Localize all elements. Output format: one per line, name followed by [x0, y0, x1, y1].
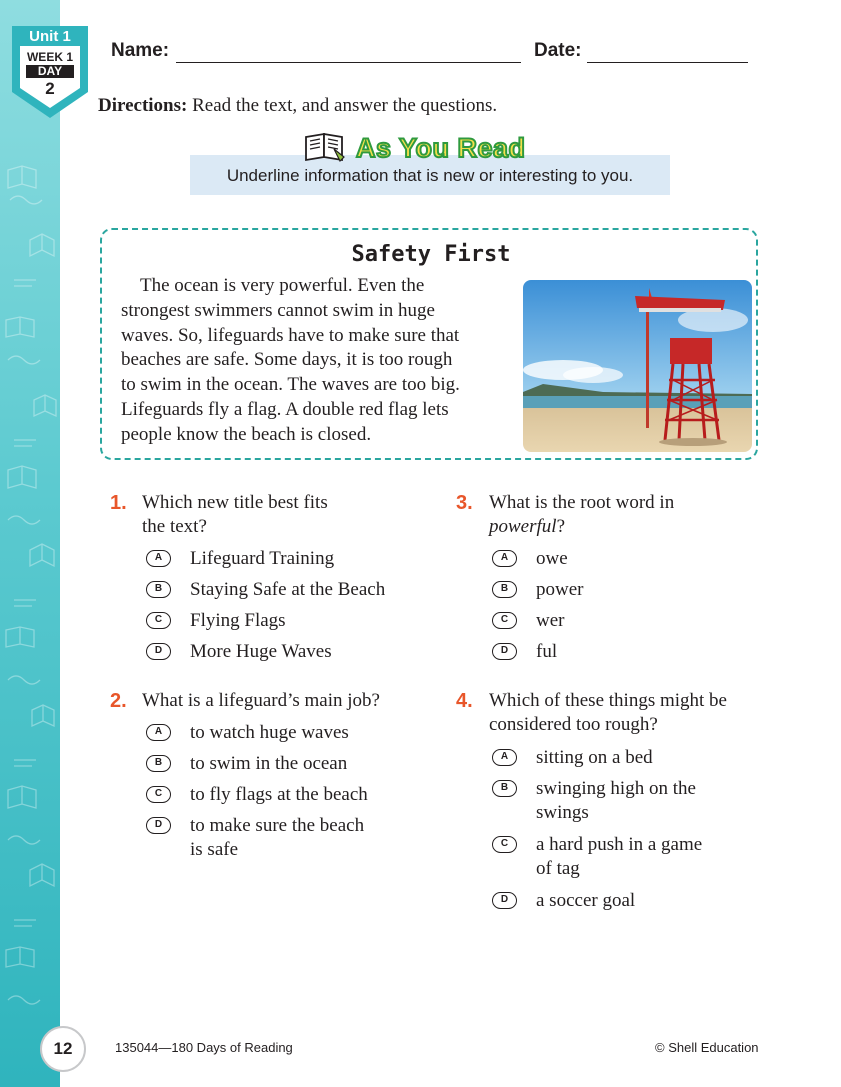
question-number: 2. [110, 690, 127, 712]
question-line: considered too rough? [489, 714, 658, 735]
answer-text: owe [536, 548, 568, 569]
directions [98, 95, 497, 117]
question-number: 4. [456, 690, 473, 712]
answer-bubble[interactable]: A [492, 749, 517, 766]
answer-text: swinging high on the [536, 778, 696, 799]
week-label: WEEK 1 [26, 50, 73, 64]
answer-bubble[interactable]: B [146, 581, 171, 598]
answer-bubble[interactable]: D [492, 892, 517, 909]
answer-bubble[interactable]: D [492, 643, 517, 660]
answer-bubble[interactable]: B [492, 780, 517, 797]
unit-week-day-badge [12, 26, 88, 118]
page-number: 12 [40, 1026, 86, 1072]
passage-line: beaches are safe. Some days, it is too rough [121, 349, 453, 371]
passage-line: strongest swimmers cannot swim in huge [121, 299, 435, 321]
question-text [489, 689, 727, 737]
answer-text: More Huge Waves [190, 641, 332, 662]
answer-text: is safe [190, 839, 239, 860]
passage-line: people know the beach is closed. [121, 423, 372, 445]
date-label: Date: [534, 40, 582, 61]
answer-text: Staying Safe at the Beach [190, 579, 386, 600]
question-line: What is a lifeguard’s main job? [142, 690, 380, 711]
question-number: 3. [456, 492, 473, 514]
name-label: Name: [111, 40, 170, 61]
passage-text [121, 274, 521, 448]
as-you-read-title: As You Read [356, 133, 526, 163]
answer-text: power [536, 579, 584, 600]
as-you-read-instruction: Underline information that is new or interesting to you. [226, 166, 634, 185]
answer-text: sitting on a bed [536, 747, 653, 768]
answer-text: a soccer goal [536, 890, 636, 911]
answer-text: ful [536, 641, 558, 662]
answer-text: a hard push in a game [536, 834, 703, 855]
answer-text: to make sure the beach [190, 815, 365, 836]
passage-title: Safety First [351, 242, 511, 267]
passage-line: Lifeguards fly a flag. A double red flag lets [121, 398, 449, 420]
footer-book-title: 135044—180 Days of Reading [115, 1040, 293, 1055]
answer-text: to fly flags at the beach [190, 784, 368, 805]
question-suffix: ? [556, 516, 565, 537]
question-line: the text? [142, 516, 207, 537]
directions-label: Directions: [98, 95, 188, 116]
answer-bubble[interactable]: A [146, 550, 171, 567]
answer-text: to watch huge waves [190, 722, 349, 743]
name-line[interactable] [176, 62, 521, 63]
answer-text: of tag [536, 858, 580, 879]
answer-bubble[interactable]: B [492, 581, 517, 598]
answer-text: Flying Flags [190, 610, 286, 631]
answer-bubble[interactable]: A [492, 550, 517, 567]
answer-bubble[interactable]: A [146, 724, 171, 741]
book-pattern-icon [0, 0, 60, 1087]
passage-line: The ocean is very powerful. Even the [121, 275, 425, 296]
answer-text: Lifeguard Training [190, 548, 335, 569]
passage-line: to swim in the ocean. The waves are too big. [121, 374, 460, 396]
question-text [142, 491, 328, 539]
question-line: What is the root word in [489, 492, 675, 513]
answer-bubble[interactable]: C [146, 612, 171, 629]
question-number: 1. [110, 492, 127, 514]
answer-text: swings [536, 802, 589, 823]
question-italic-word: powerful [489, 516, 557, 537]
footer-copyright: © Shell Education [655, 1040, 759, 1055]
question-text [142, 689, 380, 713]
answer-bubble[interactable]: C [492, 836, 517, 853]
answer-bubble[interactable]: C [492, 612, 517, 629]
day-number: 2 [45, 79, 55, 98]
passage-line: waves. So, lifeguards have to make sure that [121, 324, 460, 346]
question-line: Which new title best fits [142, 492, 328, 513]
unit-label: Unit 1 [29, 28, 71, 45]
answer-bubble[interactable]: D [146, 817, 171, 834]
answer-text: to swim in the ocean [190, 753, 348, 774]
as-you-read-panel [190, 135, 670, 195]
day-label: DAY [26, 65, 74, 78]
book-icon [304, 131, 348, 163]
answer-bubble[interactable]: B [146, 755, 171, 772]
directions-text: Read the text, and answer the questions. [187, 95, 498, 116]
answer-text: wer [536, 610, 565, 631]
question-line: Which of these things might be [489, 690, 727, 711]
answer-bubble[interactable]: C [146, 786, 171, 803]
passage-box [100, 228, 758, 460]
lifeguard-tower-photo [523, 280, 752, 452]
question-line [489, 515, 674, 539]
date-line[interactable] [587, 62, 748, 63]
decorative-sidebar [0, 0, 60, 1087]
answer-bubble[interactable]: D [146, 643, 171, 660]
question-text [489, 491, 674, 539]
